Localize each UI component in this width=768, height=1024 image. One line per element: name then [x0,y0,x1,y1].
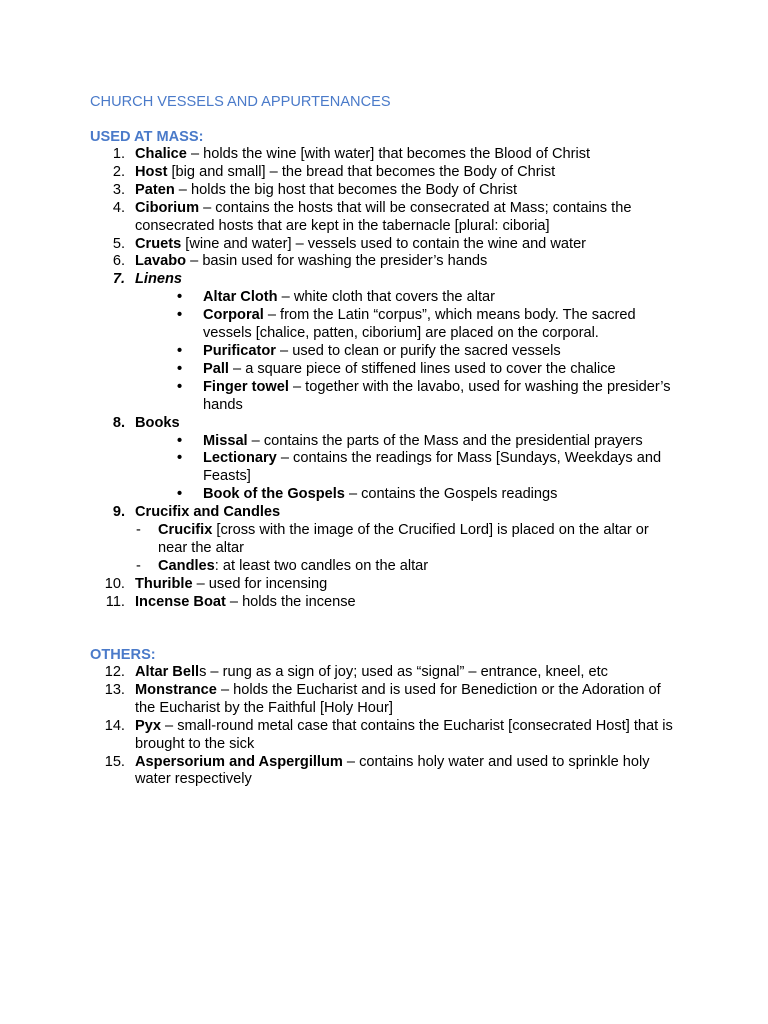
item-description: – used for incensing [192,575,328,592]
item-term: Purificator [203,342,276,359]
item-term: Crucifix and Candles [135,504,281,521]
list-item [0,146,680,164]
item-number: 11. [105,593,125,610]
item-description: – holds the incense [225,593,356,610]
item-term: Altar Bell [135,664,200,680]
bullet-icon: • [177,432,183,449]
item-description: – holds the wine [with water] that becomes the Blood of Christ [186,146,591,162]
item-number: 15. [104,753,125,770]
item-term: Pyx [135,717,161,734]
item-term: Paten [135,181,175,198]
item-term: Chalice [135,146,187,162]
item-term: Finger towel [203,378,289,395]
item-description: – contains holy water and used to sprinkle holy water respectively [135,753,650,788]
item-description: – small-round metal case that contains the Eucharist [consecrated Host] that is brought to the sick [135,717,673,752]
item-description: – holds the Eucharist and is used for Benediction or the Adoration of the Eucharist by the Faithful [Holy Hour] [135,681,661,716]
item-number: 5. [112,235,125,252]
item-description: s – rung as a sign of joy; used as “signal” – entrance, kneel, etc [199,664,608,680]
dash-marker: - [136,522,141,539]
item-description: – basin used for washing the presider’s hands [186,253,488,270]
item-term: Books [135,414,180,431]
item-description: – from the Latin “corpus”, which means body. The sacred vessels [chalice, patten, ciborium] are placed on the corporal. [203,307,636,342]
list-item [0,236,680,254]
item-description: – contains the parts of the Mass and the presidential prayers [247,432,643,449]
list-item [0,754,680,790]
list-item [0,664,680,682]
item-number: 4. [112,199,125,216]
item-term: Cruets [135,235,182,252]
item-term: Thurible [135,575,193,592]
sub-list-item [0,433,681,451]
item-description: : at least two candles on the altar [214,557,429,574]
item-number: 1. [112,146,125,162]
list-item [0,182,680,200]
item-number: 9. [112,504,125,521]
item-term: Lectionary [203,450,277,467]
list-item [0,253,680,271]
list-item [0,594,680,612]
list-item [0,682,680,718]
item-term: Altar Cloth [203,289,278,306]
sub-list-item [0,307,681,343]
item-term: Linens [135,271,183,288]
used-at-mass-list [0,146,768,612]
item-number: 6. [112,253,125,270]
item-number: 8. [112,414,125,431]
document-title: CHURCH VESSELS AND APPURTENANCES [90,94,391,110]
item-description: – contains the hosts that will be consecrated at Mass; contains the consecrated hosts that are kept in the tabernacle [plural: ciboria] [135,199,632,234]
list-item [0,504,680,522]
item-description: [cross with the image of the Crucified Lord] is placed on the altar or near the altar [158,522,649,556]
list-item [0,271,680,289]
item-term: Monstrance [135,681,217,698]
item-number: 3. [112,181,125,198]
item-term: Aspersorium and Aspergillum [135,753,343,770]
item-description: – contains the readings for Mass [Sundays, Weekdays and Feasts] [203,450,662,485]
list-item [0,164,680,182]
sub-list-item [0,343,681,361]
list-item [0,415,680,433]
bullet-icon: • [177,342,183,359]
bullet-icon: • [177,289,183,306]
dash-marker: - [136,557,141,574]
others-list [0,664,768,789]
item-description: [big and small] – the bread that becomes the Body of Christ [167,163,556,180]
section-heading-others: OTHERS: [90,647,156,663]
sub-list-item [0,522,668,558]
bullet-icon: • [177,307,183,324]
item-number: 14. [104,717,125,734]
list-item [0,718,680,754]
item-term: Host [135,163,168,180]
item-description: – white cloth that covers the altar [277,289,495,306]
item-number: 13. [104,681,125,698]
item-term: Candles [158,557,215,574]
item-term: Incense Boat [135,593,226,610]
item-term: Corporal [203,307,264,324]
item-description: – used to clean or purify the sacred vessels [275,342,561,359]
item-number: 2. [112,163,125,180]
item-description: – contains the Gospels readings [344,486,558,503]
item-description: – a square piece of stiffened lines used to cover the chalice [228,360,616,377]
item-description: [wine and water] – vessels used to contain the wine and water [181,235,587,252]
section-heading-used-at-mass: USED AT MASS: [90,129,204,145]
item-number: 10. [104,575,125,592]
item-term: Lavabo [135,253,187,270]
item-description: – together with the lavabo, used for washing the presider’s hands [203,378,671,413]
sub-list-item [0,361,681,379]
bullet-icon: • [177,360,183,377]
sub-list-item [0,289,681,307]
item-description: – holds the big host that becomes the Body of Christ [174,181,518,198]
item-number: 7. [112,271,125,288]
list-item [0,576,680,594]
item-term: Crucifix [158,522,213,539]
item-term: Ciborium [135,199,200,216]
item-term: Book of the Gospels [203,486,345,503]
item-number: 12. [104,664,125,680]
sub-list-item [0,450,681,486]
bullet-icon: • [177,378,183,395]
item-term: Missal [203,432,248,449]
item-term: Pall [203,360,229,377]
sub-list-item [0,379,681,415]
bullet-icon: • [177,486,183,503]
sub-list-item [0,558,668,576]
sub-list-item [0,486,681,504]
bullet-icon: • [177,450,183,467]
list-item [0,200,680,236]
